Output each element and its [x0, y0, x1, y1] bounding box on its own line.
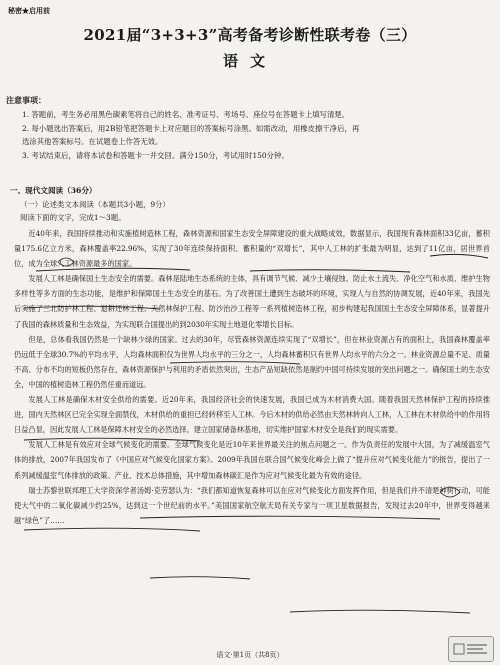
notice-item-2: 2. 每小题选出答案后，用2B铅笔把答题卡上对应题目的答案标号涂黑。如需改动，用橡皮擦干净后，再 — [22, 123, 360, 133]
subject-title: 语文 — [222, 52, 277, 70]
section-instruction: 阅读下面的文字，完成1～3题。 — [20, 213, 126, 222]
notice-item-1: 1. 答题前，考生务必用黑色碳素笔将自己的姓名、准考证号、考场号、座位号在答题卡上填写清楚。 — [22, 110, 350, 119]
passage-paragraph: 瑞士苏黎世联邦理工大学资深学者汤姆·克劳瑟认为：“我们都知道恢复森林可以在应对气候变化方面发挥作用，但是我们并不清楚种树行动，可能使大气中的二氧化碳减少约25%，达到这一个世纪前的水平。”美国国家航空航天局有关专家与一项卫星数据报告，发现过去20年中，世界变得越来越“绿色”了…… — [14, 485, 490, 525]
section-subtitle: （一）论述类文本阅读（本题共3小题，9分） — [20, 200, 170, 209]
watermark-logo-icon — [448, 636, 494, 662]
section-title: 一、现代文阅读（36分） — [10, 186, 97, 195]
confidential-label: 秘密★启用前 — [8, 6, 50, 15]
watermark-mark-icon — [453, 641, 489, 657]
reading-passage — [14, 226, 490, 528]
notice-list — [22, 108, 492, 162]
passage-paragraph: 但是，总体看我国仍然是一个缺林少绿的国家。过去的30年，尽管森林资源连续实现了“双增长”，但在林业资源占有的面积上，我国森林覆盖率仍远低于全球30.7%的平均水平，人均森林面积仅为世界人均水平的三分之一，人均森林蓄积只有世界人均水平的六分之一。林业资源总量不足、质量不高、分布不均的短板仍然存在，森林资源保护与利用的矛盾依然突出，生态产品短缺依然是制约中国可持续发展的突出问题之一。确保国土的生态安全，中国的植树造林工程仍然任重而道远。 — [14, 334, 490, 389]
notice-item-3: 3. 考试结束后，请将本试卷和答题卡一并交回。满分150分，考试用时150分钟。 — [22, 150, 289, 160]
notice-item-2-cont: 选涂其他答案标号。在试题卷上作答无效。 — [22, 137, 163, 146]
page-footer: 语文·第1页（共8页） — [216, 651, 284, 659]
exam-title: 2021届“3+3+3”高考备考诊断性联考卷（三） — [83, 26, 417, 44]
passage-paragraph: 发展人工林是确保国土生态安全的需要。森林是陆地生态系统的主体，具有调节气候、减少土壤侵蚀、防止水土流失、净化空气和水质、维护生物多样性等多方面的生态功能，是维护和保障国土生态安全的基石。为了改善国土遭到生态破坏的环境，实现人与自然的协调发展，近40年来，我国先后实施了三北防护林工程、退耕还林工程、天然林保护工程、防沙治沙工程等一系列植树造林工程，初步构建起我国国土生态安全屏障体系，显著提升了我国的森林质量和生态效益，为实现联合国提出的到2030年实现土地退化零增长目标。 — [14, 274, 490, 329]
notice-heading: 注意事项： — [6, 95, 46, 105]
passage-paragraph: 发展人工林是确保木材安全供给的需要。近20年来，我国经济社会的快速发展，我国已成为木材消费大国。随着我国天然林保护工程的持续推进，国内天然林区已完全实现全面禁伐，木材供给的重担已经转移至人工林。今后木材的供给必然由天然林转向人工林，人工林在木材供给中的作用将日益凸显，因此发展人工林是保障木材安全的必然选择。建立国家储备林基地，切实维护国家木材安全是我们的现实需要。 — [14, 395, 490, 435]
passage-paragraph: 发展人工林是有效应对全球气候变化的需要。全球气候变化是近10年来世界最关注的焦点问题之一。作为负责任的发展中大国，为了减缓温室气体的排放，2007年我国发布了《中国应对气候变化国家方案》。2009年我国在联合国气候变化峰会上做了“提升应对气候变化能力”的报告，提出了一系列减缓温室气体排放的政策、产业、技术总体措施，其中增加森林碳汇是作为应对气候变化最为有效的途径。 — [14, 440, 490, 480]
passage-paragraph: 近40年来，我国持续推动和实施植树造林工程，森林资源和国家生态安全屏障建设的重大战略成效，数据显示，我国现有森林面积33亿亩，蓄积量175.6亿立方米，森林覆盖率22.96%，实现了30年连续保持面积、蓄积量的“双增长”，其中人工林的扩张最为明显，达到了11亿亩，居世界首位，成为全球人工林资源最多的国家。 — [14, 229, 490, 269]
